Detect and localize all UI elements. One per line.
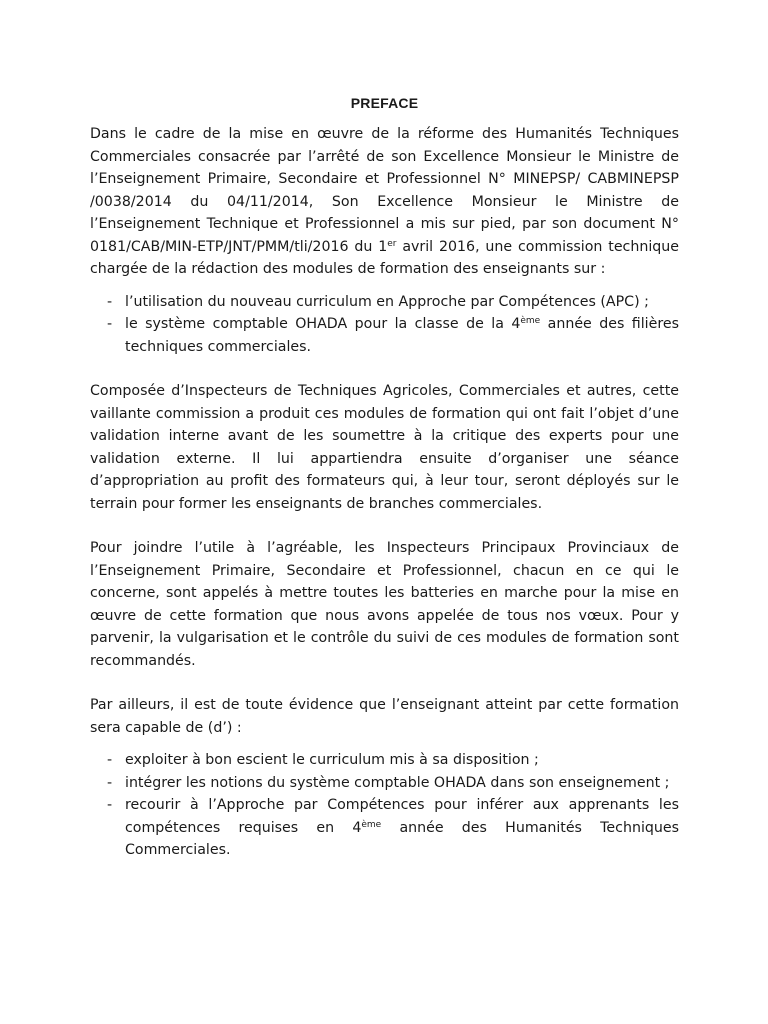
list-item-text-end: année des Humanités Techniques Commerciales.: [125, 819, 680, 858]
list-item: [90, 772, 679, 795]
page-title: PREFACE: [350, 95, 419, 111]
list-item: [90, 749, 679, 772]
paragraph-intro: [90, 123, 679, 281]
list-dash: -: [107, 752, 113, 768]
list-dash: -: [107, 293, 113, 310]
list-item-text-end: année des filières techniques commerciales.: [125, 316, 679, 355]
list-item-text: le système comptable OHADA pour la classe de la 4: [125, 316, 521, 332]
list-item: [90, 794, 679, 862]
paragraph-intro-text: Dans le cadre de la mise en œuvre de la réforme des Humanités Techniques Commerciales consacrée par l’arrêté de son Excellence Monsieur le Ministre de l’Enseignement Primaire, Secondaire et Professionnel N° MINEPSP/ CABMINEPSP /0038/2014 du 04/11/2014, Son Excellence Monsieur le Ministre de l’Enseignement Technique et Professionnel a mis sur pied, par son document N° 0181/CAB/MIN-ETP/JNT/PMM/tli/2016 du 1: [90, 126, 679, 255]
list-dash: -: [107, 316, 113, 332]
list-item-text: exploiter à bon escient le curriculum mis à sa disposition ;: [125, 752, 539, 768]
training-topics-list: [90, 291, 679, 359]
paragraph-outcomes: Par ailleurs, il est de toute évidence que l’enseignant atteint par cette formation sera capable de (d’) :: [90, 697, 679, 736]
list-dash: -: [107, 797, 113, 813]
list-item-text: recourir à l’Approche par Compétences pour inférer aux apprenants les compétences requises en 4: [125, 797, 679, 836]
list-item: [90, 291, 679, 314]
superscript-eme: ème: [520, 316, 541, 326]
superscript-eme: ème: [361, 819, 382, 830]
paragraph-commission: Composée d’Inspecteurs de Techniques Agricoles, Commerciales et autres, cette vaillante commission a produit ces modules de formation qui ont fait l’objet d’une validation interne avant de les soumettre à la critique des experts pour une validation externe. Il lui appartiendra ensuite d’organiser une séance d’appropriation au profit des formateurs qui, à leur tour, seront déployés sur le terrain pour former les enseignants de branches commerciales.: [90, 383, 679, 512]
list-item: [90, 313, 679, 358]
document-page: [90, 93, 679, 862]
paragraph-inspectors: Pour joindre l’utile à l’agréable, les Inspecteurs Principaux Provinciaux de l’Enseignement Primaire, Secondaire et Professionnel, chacun en ce qui le concerne, sont appelés à mettre toutes les batteries en marche pour la mise en œuvre de cette formation que nous avons appelée de tous nos vœux. Pour y parvenir, la vulgarisation et le contrôle du suivi de ces modules de formation sont recommandés.: [90, 540, 679, 669]
outcomes-list: [90, 749, 679, 862]
list-dash: -: [107, 774, 113, 791]
list-item-text: l’utilisation du nouveau curriculum en Approche par Compétences (APC) ;: [125, 293, 649, 310]
superscript-er: er: [387, 238, 397, 249]
list-item-text: intégrer les notions du système comptable OHADA dans son enseignement ;: [125, 774, 670, 791]
paragraph-intro-text-end: avril 2016, une commission technique chargée de la rédaction des modules de formation des enseignants sur :: [90, 238, 680, 277]
